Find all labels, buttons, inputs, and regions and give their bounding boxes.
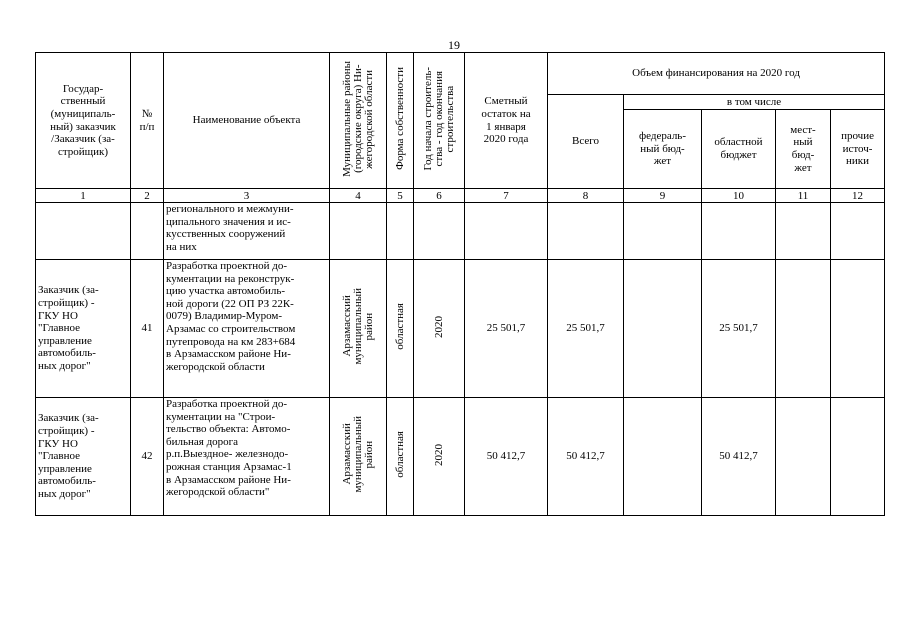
- header-ownership: Форма собственности: [387, 53, 414, 189]
- header-regional: областной бюджет: [702, 110, 776, 189]
- row-num: 41: [131, 260, 164, 398]
- header-object-name: Наименование объекта: [164, 53, 330, 189]
- row-customer: Заказчик (за- стройщик) - ГКУ НО "Главное управление автомобиль- ных дорог": [36, 398, 131, 516]
- column-number: 1: [36, 189, 131, 203]
- column-number: 9: [624, 189, 702, 203]
- row-total: 25 501,7: [548, 260, 624, 398]
- column-number: 6: [414, 189, 465, 203]
- header-customer: Государ- ственный (муниципаль- ный) заказчик /Заказчик (за- стройщик): [36, 53, 131, 189]
- header-row-1: [36, 53, 885, 95]
- cell-empty: [387, 203, 414, 260]
- cell-empty: [465, 203, 548, 260]
- cell-empty: [131, 203, 164, 260]
- row-ownership: областная: [387, 398, 414, 516]
- row-local: [776, 398, 831, 516]
- cell-empty: [414, 203, 465, 260]
- header-num: № п/п: [131, 53, 164, 189]
- row-object-name: Разработка проектной до- кументации на реконструк- цию участка автомобиль- ной дороги (22 ОП РЗ 22К- 0079) Владимир-Муром- Арзамас со строительством путепровода на км 283+684 в Арзамасском районе Ни- жегородской области: [164, 260, 330, 398]
- row-district: Арзамасский муниципальный район: [330, 260, 387, 398]
- row-num: 42: [131, 398, 164, 516]
- page-number: 19: [448, 38, 460, 52]
- cell-empty: [548, 203, 624, 260]
- row-estimate: 25 501,7: [465, 260, 548, 398]
- header-local: мест- ный бюд- жет: [776, 110, 831, 189]
- header-estimate: Сметный остаток на 1 января 2020 года: [465, 53, 548, 189]
- table-row: [36, 398, 885, 516]
- header-years: Год начала строитель- ства - год окончания строительства: [414, 53, 465, 189]
- continuation-object-name: регионального и межмуни- ципального значения и ис- кусственных сооружений на них: [164, 203, 330, 260]
- column-numbers-row: [36, 189, 885, 203]
- row-ownership: областная: [387, 260, 414, 398]
- header-federal: федераль- ный бюд- жет: [624, 110, 702, 189]
- column-number: 10: [702, 189, 776, 203]
- row-customer: Заказчик (за- стройщик) - ГКУ НО "Главное управление автомобиль- ных дорог": [36, 260, 131, 398]
- cell-empty: [702, 203, 776, 260]
- cell-empty: [624, 203, 702, 260]
- row-estimate: 50 412,7: [465, 398, 548, 516]
- row-federal: [624, 398, 702, 516]
- column-number: 7: [465, 189, 548, 203]
- continuation-row: [36, 203, 885, 260]
- table-row: [36, 260, 885, 398]
- column-number: 12: [831, 189, 885, 203]
- row-year: 2020: [414, 260, 465, 398]
- row-regional: 50 412,7: [702, 398, 776, 516]
- row-year: 2020: [414, 398, 465, 516]
- cell-empty: [831, 203, 885, 260]
- header-including: в том числе: [624, 95, 885, 110]
- column-number: 3: [164, 189, 330, 203]
- header-total: Всего: [548, 95, 624, 189]
- row-object-name: Разработка проектной до- кументации на "Строи- тельство объекта: Автомо- бильная дорога р.п.Выездное- железнодо- рожная станция Арзамас-1 в Арзамасском районе Ни- жегородской области": [164, 398, 330, 516]
- header-other: прочие источ- ники: [831, 110, 885, 189]
- row-regional: 25 501,7: [702, 260, 776, 398]
- row-local: [776, 260, 831, 398]
- row-federal: [624, 260, 702, 398]
- cell-empty: [330, 203, 387, 260]
- financing-table: [35, 52, 885, 516]
- header-districts: Муниципальные районы (городские округа) Ни- жегородской области: [330, 53, 387, 189]
- header-financing: Объем финансирования на 2020 год: [548, 53, 885, 95]
- cell-empty: [776, 203, 831, 260]
- row-district: Арзамасский муниципальный район: [330, 398, 387, 516]
- row-other: [831, 260, 885, 398]
- row-total: 50 412,7: [548, 398, 624, 516]
- column-number: 4: [330, 189, 387, 203]
- column-number: 5: [387, 189, 414, 203]
- column-number: 11: [776, 189, 831, 203]
- column-number: 2: [131, 189, 164, 203]
- column-number: 8: [548, 189, 624, 203]
- cell-empty: [36, 203, 131, 260]
- row-other: [831, 398, 885, 516]
